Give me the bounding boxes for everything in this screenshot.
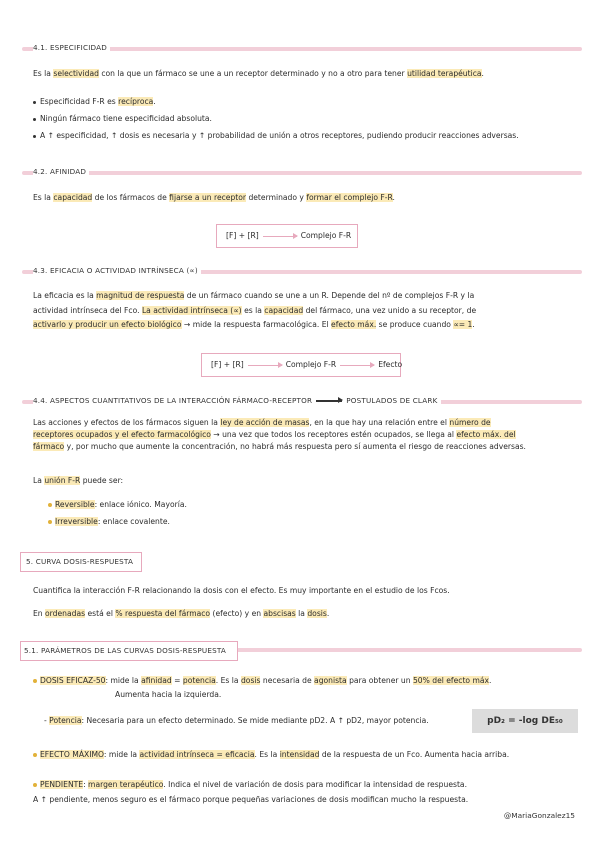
highlight: ∝= 1: [453, 320, 473, 329]
text: puede ser:: [80, 476, 124, 485]
text: .: [153, 97, 156, 106]
text: [F] + [R]: [226, 231, 259, 240]
text: A ↑ especificidad, ↑ dosis es necesaria y ↑ probabilidad de unión a otros receptores, pudiendo producir reacciones adversas.: [40, 131, 519, 140]
highlight: receptores ocupados y el efecto farmacológico: [33, 430, 211, 439]
list-item: [33, 750, 509, 759]
text: .: [472, 320, 475, 329]
highlight: Reversible: [55, 500, 95, 509]
text: →: [210, 430, 223, 439]
highlight: formar el complejo F-R: [306, 193, 393, 202]
highlight: Potencia: [49, 716, 82, 725]
highlight: dosis: [307, 609, 327, 618]
text: Ningún fármaco tiene especificidad absoluta.: [40, 114, 212, 123]
text: 4.4. ASPECTOS CUANTITATIVOS DE LA INTERACCIÓN FÁRMACO-RECEPTOR: [33, 396, 313, 405]
highlight: 50% del efecto máx: [412, 676, 490, 685]
footer-credit: @MariaGonzalez15: [503, 811, 575, 820]
paragraph: Cuantifica la interacción F-R relacionando la dosis con el efecto. Es muy importante en el estudio de los Fcos.: [33, 586, 450, 595]
text: En: [33, 609, 46, 618]
list-item: [33, 131, 519, 140]
text: POSTULADOS DE CLARK: [346, 396, 438, 405]
section-title: 5.1. PARÁMETROS DE LAS CURVAS DOSIS-RESPUESTA: [24, 646, 227, 655]
text: Es la: [33, 193, 54, 202]
text: -: [44, 716, 50, 725]
bullet-icon: [33, 101, 36, 104]
highlight: actividad intrínseca = eficacia: [139, 750, 255, 759]
paragraph: [33, 69, 484, 78]
text: [F] + [R]: [211, 360, 244, 369]
paragraph-line: [33, 418, 491, 427]
text: .: [326, 609, 330, 618]
text: →: [181, 320, 193, 329]
arrow-right-icon: [248, 365, 282, 366]
paragraph-line: [33, 430, 516, 439]
paragraph-line: [33, 291, 474, 300]
paragraph-line: [33, 306, 476, 315]
text: está el: [85, 609, 116, 618]
list-item: [48, 500, 187, 509]
text: : Necesaria para un efecto determinado. Se mide mediante pD2. A ↑ pD2, mayor potencia.: [81, 716, 429, 725]
paragraph-line: [33, 320, 475, 329]
highlight: abscisas: [263, 609, 296, 618]
text: Efecto: [378, 360, 403, 369]
highlight: recíproca: [118, 97, 154, 106]
paragraph: A ↑ pendiente, menos seguro es el fármaco porque pequeñas variaciones de dosis modifican mucho la respuesta.: [33, 795, 469, 804]
text: .: [481, 69, 484, 78]
highlight: capacidad: [264, 306, 304, 315]
highlight: efecto máx. del: [456, 430, 516, 439]
text: y, por mucho que aumente la concentración, no habrá más respuesta pero sí aumenta el riesgo de reacciones adversas.: [64, 442, 526, 451]
text: determinado y: [246, 193, 307, 202]
text: : enlace iónico. Mayoría.: [94, 500, 187, 509]
highlight: fármaco: [33, 442, 65, 451]
bullet-icon: [33, 783, 37, 787]
list-item: [33, 97, 156, 106]
section-rule: [22, 171, 582, 175]
list-item: [48, 517, 170, 526]
bullet-icon: [48, 503, 52, 507]
paragraph: [44, 716, 429, 725]
text: del fármaco, una vez unido a su receptor, de: [303, 306, 477, 315]
highlight: afinidad: [141, 676, 172, 685]
section-title: 4.2. AFINIDAD: [33, 167, 89, 176]
text: Es la: [33, 69, 54, 78]
section-title: 4.3. EFICACIA O ACTIVIDAD INTRÍNSECA (∝): [33, 266, 201, 275]
highlight: margen terapéutico: [88, 780, 164, 789]
text: es la: [241, 306, 265, 315]
text: . Indica el nivel de variación de dosis para modificar la intensidad de respuesta.: [163, 780, 467, 789]
arrow-right-icon: [316, 400, 342, 402]
section-title: [33, 396, 441, 405]
text: Especificidad F-R es: [40, 97, 119, 106]
highlight: fijarse a un receptor: [169, 193, 247, 202]
section-rule: [236, 648, 582, 652]
highlight: PENDIENTE: [40, 780, 84, 789]
equation: [226, 231, 351, 240]
bullet-icon: [33, 679, 37, 683]
highlight: utilidad terapéutica: [407, 69, 482, 78]
highlight: magnitud de respuesta: [96, 291, 185, 300]
text: =: [171, 676, 183, 685]
paragraph: [33, 609, 329, 618]
text: .: [489, 676, 492, 685]
list-item: [33, 114, 212, 123]
paragraph: [33, 193, 395, 202]
text: de los fármacos de: [92, 193, 170, 202]
bullet-icon: [33, 135, 36, 138]
highlight: potencia: [182, 676, 216, 685]
highlight: ordenadas: [45, 609, 86, 618]
text: actividad intrínseca del Fco.: [33, 306, 142, 315]
highlight: % respuesta del fármaco: [115, 609, 211, 618]
highlight: DOSIS EFICAZ-50: [40, 676, 106, 685]
highlight: intensidad: [279, 750, 320, 759]
arrow-right-icon: [340, 365, 374, 366]
equation: [211, 360, 402, 369]
highlight: Irreversible: [55, 517, 98, 526]
text: mide la respuesta farmacológica. El: [192, 320, 332, 329]
paragraph: Aumenta hacia la izquierda.: [115, 690, 222, 699]
highlight: agonista: [314, 676, 347, 685]
text: Las acciones y efectos de los fármacos siguen la: [33, 418, 221, 427]
highlight: dosis: [240, 676, 261, 685]
bullet-icon: [48, 520, 52, 524]
text: : enlace covalente.: [97, 517, 170, 526]
highlight: EFECTO MÁXIMO: [40, 750, 104, 759]
section-title: 5. CURVA DOSIS-RESPUESTA: [26, 557, 134, 566]
text: para obtener un: [346, 676, 413, 685]
text: de un fármaco cuando se une a un R. Depende del nº de complejos F-R y la: [184, 291, 475, 300]
text: : mide la: [105, 676, 142, 685]
arrow-right-icon: [263, 236, 297, 237]
text: .: [392, 193, 395, 202]
text: . Es la: [215, 676, 241, 685]
highlight: número de: [449, 418, 491, 427]
text: de la respuesta de un Fco. Aumenta hacia arriba.: [319, 750, 510, 759]
highlight: capacidad: [53, 193, 93, 202]
text: Complejo F-R: [285, 360, 337, 369]
text: necesaria de: [260, 676, 315, 685]
text: La: [33, 476, 45, 485]
paragraph-line: [33, 442, 526, 451]
list-item: [33, 780, 467, 789]
section-title: 4.1. ESPECIFICIDAD: [33, 43, 110, 52]
text: una vez que todos los receptores estén ocupados, se llega al: [222, 430, 457, 439]
highlight: unión F-R: [44, 476, 81, 485]
paragraph: [33, 476, 123, 485]
list-item: [33, 676, 491, 685]
text: La eficacia es la: [33, 291, 97, 300]
text: :: [83, 780, 89, 789]
highlight: La actividad intrínseca (∝): [141, 306, 242, 315]
bullet-icon: [33, 753, 37, 757]
text: : mide la: [103, 750, 140, 759]
text: , en la que hay una relación entre el: [309, 418, 450, 427]
text: (efecto) y en: [210, 609, 264, 618]
highlight: selectividad: [53, 69, 99, 78]
highlight: activarlo y producir un efecto biológico: [33, 320, 182, 329]
text: . Es la: [254, 750, 280, 759]
text: con la que un fármaco se une a un receptor determinado y no a otro para tener: [98, 69, 408, 78]
text: la: [295, 609, 308, 618]
formula-box: pD₂ = -log DE₅₀: [472, 709, 578, 733]
highlight: ley de acción de masas: [220, 418, 310, 427]
bullet-icon: [33, 118, 36, 121]
text: se produce cuando: [376, 320, 454, 329]
highlight: efecto máx.: [331, 320, 377, 329]
text: Complejo F-R: [300, 231, 352, 240]
